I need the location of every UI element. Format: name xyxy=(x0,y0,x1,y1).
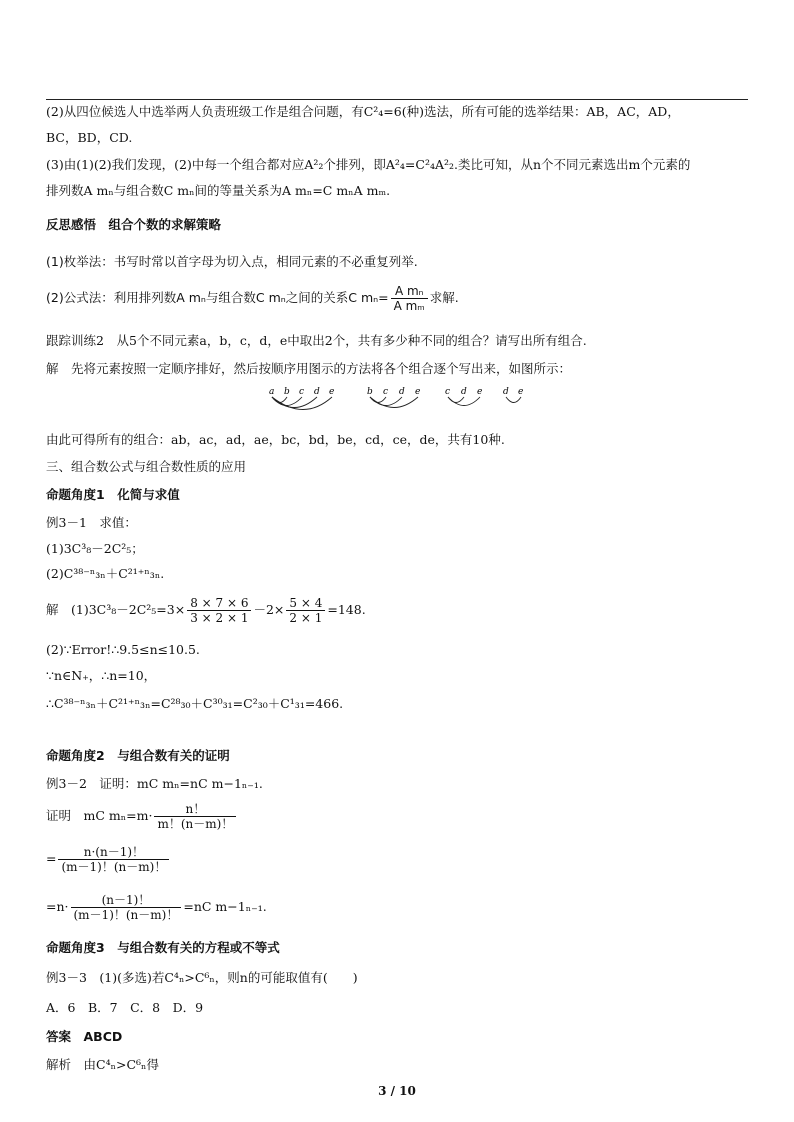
formula-fraction xyxy=(391,284,428,313)
diagram-letter: d xyxy=(314,387,320,397)
fraction-876-numerator: 8 × 7 × 6 xyxy=(187,596,251,611)
proof-fraction-3-denominator: (m－1)！(n－m)！ xyxy=(73,908,179,922)
proof-line-3 xyxy=(46,893,267,922)
proof-fraction-2-denominator: (m－1)！(n－m)！ xyxy=(61,860,167,874)
enumeration-method: (1)枚举法：书写时常以首字母为切入点，相同元素的不必重复列举. xyxy=(46,254,418,269)
solution-3-1-part1 xyxy=(46,596,366,625)
line-selection-result: (2)从四位候选人中选举两人负责班级工作是组合问题，有C²₄=6(种)选法，所有可能的选举结果：AB，AC，AD， xyxy=(46,104,680,119)
all-combinations: 由此可得所有的组合：ab，ac，ad，ae，bc，bd，be，cd，ce，de，共有10种. xyxy=(46,432,505,447)
example-3-1-part1: (1)3C³₈－2C²₅； xyxy=(46,541,144,556)
proof-fraction-2-numerator: n·(n－1)！ xyxy=(58,845,169,860)
topic-angle-2: 命题角度2 与组合数有关的证明 xyxy=(46,748,230,763)
example-3-2: 例3－2 证明：mC mₙ=nC m−1ₙ₋₁. xyxy=(46,776,263,791)
section-three-heading: 三、组合数公式与组合数性质的应用 xyxy=(46,459,247,474)
header-rule xyxy=(46,99,748,100)
diagram-letter: c xyxy=(445,387,451,397)
solution-3-1-result: ∴C³⁸⁻ⁿ₃ₙ＋C²¹⁺ⁿ₃ₙ=C²⁸₃₀＋C³⁰₃₁=C²₃₀＋C¹₃₁=466. xyxy=(46,696,344,711)
fraction-54-numerator: 5 × 4 xyxy=(286,596,325,611)
formula-numerator: A mₙ xyxy=(391,284,428,299)
options: A．6 B．7 C．8 D．9 xyxy=(46,1000,204,1015)
line-analogy: (3)由(1)(2)我们发现，(2)中每一个组合都对应A²₂个排列，即A²₄=C²₄A²₂.类比可知，从n个不同元素选出m个元素的 xyxy=(46,157,691,172)
diagram-letter: e xyxy=(477,387,483,397)
reflection-heading: 反思感悟 组合个数的求解策略 xyxy=(46,217,222,232)
proof-fraction-3-numerator: (n－1)！ xyxy=(71,893,182,908)
solution-n-value: ∵n∈N₊，∴n=10， xyxy=(46,668,157,683)
fraction-876 xyxy=(187,596,251,625)
diagram-letter: d xyxy=(399,387,405,397)
proof-fraction-1-denominator: m！(n－m)！ xyxy=(157,817,234,831)
proof-line-3-start: =n· xyxy=(46,899,69,914)
solution-3-1-part2: (2)∵Error!∴9.5≤n≤10.5. xyxy=(46,642,200,657)
diagram-letter: b xyxy=(284,387,290,397)
formula-method-text: (2)公式法：利用排列数A mₙ与组合数C mₙ之间的关系C mₙ= xyxy=(46,290,389,305)
combination-diagram xyxy=(262,384,532,418)
diagram-letter: c xyxy=(383,387,389,397)
proof-fraction-1 xyxy=(154,802,236,831)
line-selection-result-cont: BC，BD，CD. xyxy=(46,130,133,145)
formula-denominator: A mₘ xyxy=(393,299,425,313)
example-3-3: 例3－3 (1)(多选)若C⁴ₙ>C⁶ₙ，则n的可能取值有( ) xyxy=(46,970,358,985)
solution-intro: 解 先将元素按照一定顺序排好，然后按顺序用图示的方法将各个组合逐个写出来，如图所示： xyxy=(46,361,572,376)
diagram-letter: e xyxy=(415,387,421,397)
diagram-letter: d xyxy=(503,387,509,397)
fraction-54-denominator: 2 × 1 xyxy=(289,611,323,625)
formula-method-end: 求解. xyxy=(429,290,459,305)
tracking-exercise-2: 跟踪训练2 从5个不同元素a，b，c，d，e中取出2个，共有多少种不同的组合？请写出所有组合. xyxy=(46,333,587,348)
proof-line-2-start: = xyxy=(46,851,57,866)
answer: 答案 ABCD xyxy=(46,1029,123,1044)
proof-line-2 xyxy=(46,845,171,874)
fraction-54 xyxy=(286,596,325,625)
solution-3-1-mid: －2× xyxy=(253,602,285,617)
analysis: 解析 由C⁴ₙ>C⁶ₙ得 xyxy=(46,1057,159,1072)
example-3-1-part2: (2)C³⁸⁻ⁿ₃ₙ＋C²¹⁺ⁿ₃ₙ. xyxy=(46,566,165,581)
proof-fraction-1-numerator: n！ xyxy=(154,802,236,817)
topic-angle-1: 命题角度1 化简与求值 xyxy=(46,487,180,502)
example-3-1: 例3－1 求值： xyxy=(46,515,137,530)
diagram-letter: a xyxy=(269,387,275,397)
page-number: 3 / 10 xyxy=(378,1084,416,1098)
solution-3-1-end: =148. xyxy=(327,602,366,617)
diagram-letter: c xyxy=(299,387,305,397)
proof-fraction-2 xyxy=(58,845,169,874)
topic-angle-3: 命题角度3 与组合数有关的方程或不等式 xyxy=(46,940,280,955)
diagram-letter: e xyxy=(329,387,335,397)
formula-method xyxy=(46,284,459,313)
proof-fraction-3 xyxy=(71,893,182,922)
proof-line-1-start: 证明 mC mₙ=m· xyxy=(46,808,153,823)
solution-3-1-start: 解 (1)3C³₈－2C²₅=3× xyxy=(46,602,186,617)
fraction-876-denominator: 3 × 2 × 1 xyxy=(190,611,249,625)
diagram-letter: d xyxy=(461,387,467,397)
diagram-letter: e xyxy=(518,387,524,397)
diagram-letter: b xyxy=(367,387,373,397)
line-relation: 排列数A mₙ与组合数C mₙ间的等量关系为A mₙ=C mₙA mₘ. xyxy=(46,183,391,198)
proof-line-3-end: =nC m−1ₙ₋₁. xyxy=(183,899,267,914)
proof-line-1 xyxy=(46,802,238,831)
